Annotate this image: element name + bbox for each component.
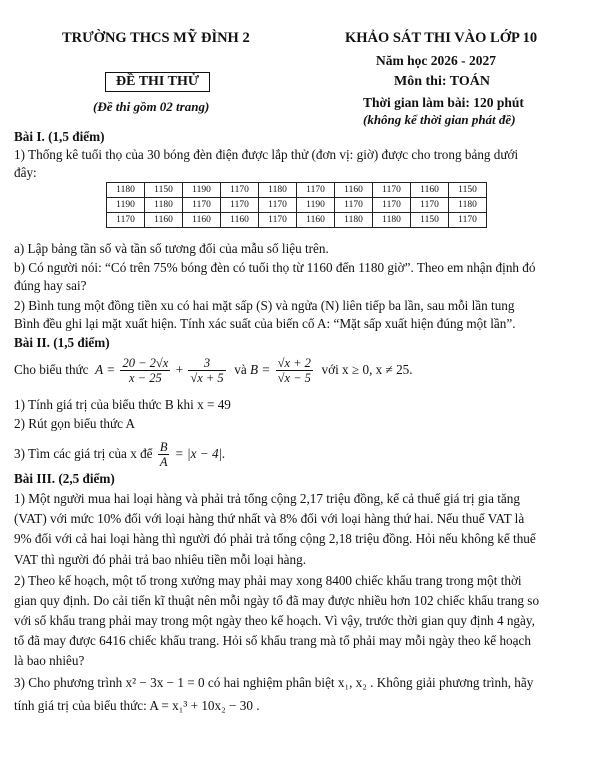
section-1-q1-line1: 1) Thống kê tuổi thọ của 30 bóng đèn điện được lắp thử (đơn vị: giờ) được cho trong bảng dưới [14,147,519,162]
intro-text: Cho biểu thức [14,362,89,377]
school-name: TRƯỜNG THCS MỸ ĐÌNH 2 [62,30,250,46]
section-3-q2-line2: gian quy định. Do cải tiến kĩ thuật nên mỗi ngày tổ đã may được nhiều hơn 102 chiếc khẩu trang so [14,593,540,608]
fraction-denominator: √x + 5 [190,371,224,386]
table-cell: 1160 [183,213,221,228]
table-cell: 1180 [259,183,297,198]
fraction-a2 [188,356,225,385]
and-word: và [234,362,247,377]
table-cell: 1160 [145,213,183,228]
table-cell: 1170 [183,198,221,213]
section-1-qa: a) Lập bảng tần số và tần số tương đối của mẫu số liệu trên. [14,241,329,256]
table-cell: 1160 [297,213,335,228]
fraction-a1 [120,356,170,385]
section-3-q2-line3: với số khẩu trang phải may trong một ngày theo kế hoạch. Vì vậy, trước thời gian quy định 4 ngày, [14,613,535,628]
table-cell: 1190 [183,183,221,198]
section-3-q3-line1: 3) Cho phương trình x² − 3x − 1 = 0 có hai nghiệm phân biệt x₁, x₂ . Không giải phương trình, hãy [14,675,534,690]
expression-a-label: A = [95,362,116,377]
section-2-expression-line [14,352,413,388]
fraction-b [276,356,313,385]
section-3-q2-line5: là bao nhiêu? [14,653,85,668]
table-cell: 1160 [221,213,259,228]
table-cell: 1190 [107,198,145,213]
section-2-q1: 1) Tính giá trị của biểu thức B khi x = 49 [14,397,231,412]
table-cell: 1170 [449,213,487,228]
section-1-q2-line2: Bình đều ghi lại mặt xuất hiện. Tính xác suất của biến cố A: “Mặt sấp xuất hiện đúng một lần”. [14,316,516,331]
exam-time-note: (không kể thời gian phát đề) [363,112,516,127]
fraction-numerator: B [159,440,168,455]
fraction-numerator: 3 [188,356,225,371]
table-cell: 1180 [335,213,373,228]
table-row [107,198,487,213]
table-cell: 1170 [107,213,145,228]
section-3-q3-line2: tính giá trị của biểu thức: A = x₁³ + 10x₂ − 30 . [14,698,260,713]
fraction-numerator: √x + 2 [277,356,311,371]
section-3-q1-line3: 9% đối với cả hai loại hàng thì người đó phải trả tổng cộng 2,18 triệu đồng. Hỏi nếu không kể thuế [14,531,536,546]
table-cell: 1170 [259,213,297,228]
section-1-qb-line1: b) Có người nói: “Có trên 75% bóng đèn có tuổi thọ từ 1160 đến 1180 giờ”. Theo em nhận định đó [14,260,536,275]
section-3-q1-line2: (VAT) với mức 10% đối với loại hàng thứ nhất và 8% đối với loại hàng thứ hai. Nếu thuế VAT là [14,511,525,526]
table-cell: 1150 [145,183,183,198]
table-cell: 1170 [373,183,411,198]
section-3-q2-line1: 2) Theo kế hoạch, một tổ trong xưởng may phải may xong 8400 chiếc khẩu trang trong một thời [14,573,522,588]
lifespan-table [106,182,487,228]
table-cell: 1160 [335,183,373,198]
table-row [107,213,487,228]
fraction-denominator: √x − 5 [277,371,311,386]
section-2-q2: 2) Rút gọn biểu thức A [14,416,136,431]
fraction-b-over-a [158,440,170,469]
table-cell: 1180 [107,183,145,198]
subject: Môn thi: TOÁN [394,74,490,89]
section-1-q2-line1: 2) Bình tung một đồng tiền xu có hai mặt sấp (S) và ngửa (N) liên tiếp ba lần, sau mỗi lần tung [14,298,515,313]
section-3-q1-line4: VAT thì người đó phải trả bao nhiêu tiền mỗi loại hàng. [14,552,306,567]
section-3-title: Bài III. (2,5 điểm) [14,471,115,486]
table-row [107,183,487,198]
table-cell: 1180 [449,198,487,213]
table-cell: 1170 [335,198,373,213]
domain-condition: với x ≥ 0, x ≠ 25. [321,362,413,377]
table-cell: 1170 [221,183,259,198]
pages-note: (Đề thi gồm 02 trang) [93,99,210,114]
section-2-q3 [14,436,225,472]
table-cell: 1180 [145,198,183,213]
q3-prefix: 3) Tìm các giá trị của x để [14,446,153,461]
section-3-q1-line1: 1) Một người mua hai loại hàng và phải trả tổng cộng 2,17 triệu đồng, kể cả thuế giá trị gia tăng [14,491,520,506]
plus-sign: + [175,362,184,377]
table-cell: 1170 [297,183,335,198]
fraction-numerator: 20 − 2√x [122,356,169,371]
section-1-qb-line2: đúng hay sai? [14,278,87,293]
trial-exam-box: ĐỀ THI THỬ [105,72,210,92]
q3-suffix: = |x − 4|. [174,446,226,461]
exam-time: Thời gian làm bài: 120 phút [363,95,524,110]
table-cell: 1170 [259,198,297,213]
section-2-title: Bài II. (1,5 điểm) [14,335,110,350]
section-3-q2-line4: tổ đã may được 6416 chiếc khẩu trang. Hỏi số khẩu trang mà tổ phải may mỗi ngày theo kế hoạch [14,633,531,648]
school-year: Năm học 2026 - 2027 [376,53,496,68]
table-cell: 1170 [373,198,411,213]
table-cell: 1170 [411,198,449,213]
table-cell: 1150 [411,213,449,228]
section-1-title: Bài I. (1,5 điểm) [14,129,105,144]
expression-b-label: B = [250,362,271,377]
fraction-denominator: A [159,455,168,470]
table-cell: 1150 [449,183,487,198]
table-cell: 1190 [297,198,335,213]
fraction-denominator: x − 25 [129,371,162,386]
section-1-q1-line2: đây: [14,165,37,180]
exam-title: KHẢO SÁT THI VÀO LỚP 10 [345,30,538,46]
table-cell: 1180 [373,213,411,228]
table-cell: 1160 [411,183,449,198]
table-cell: 1170 [221,198,259,213]
